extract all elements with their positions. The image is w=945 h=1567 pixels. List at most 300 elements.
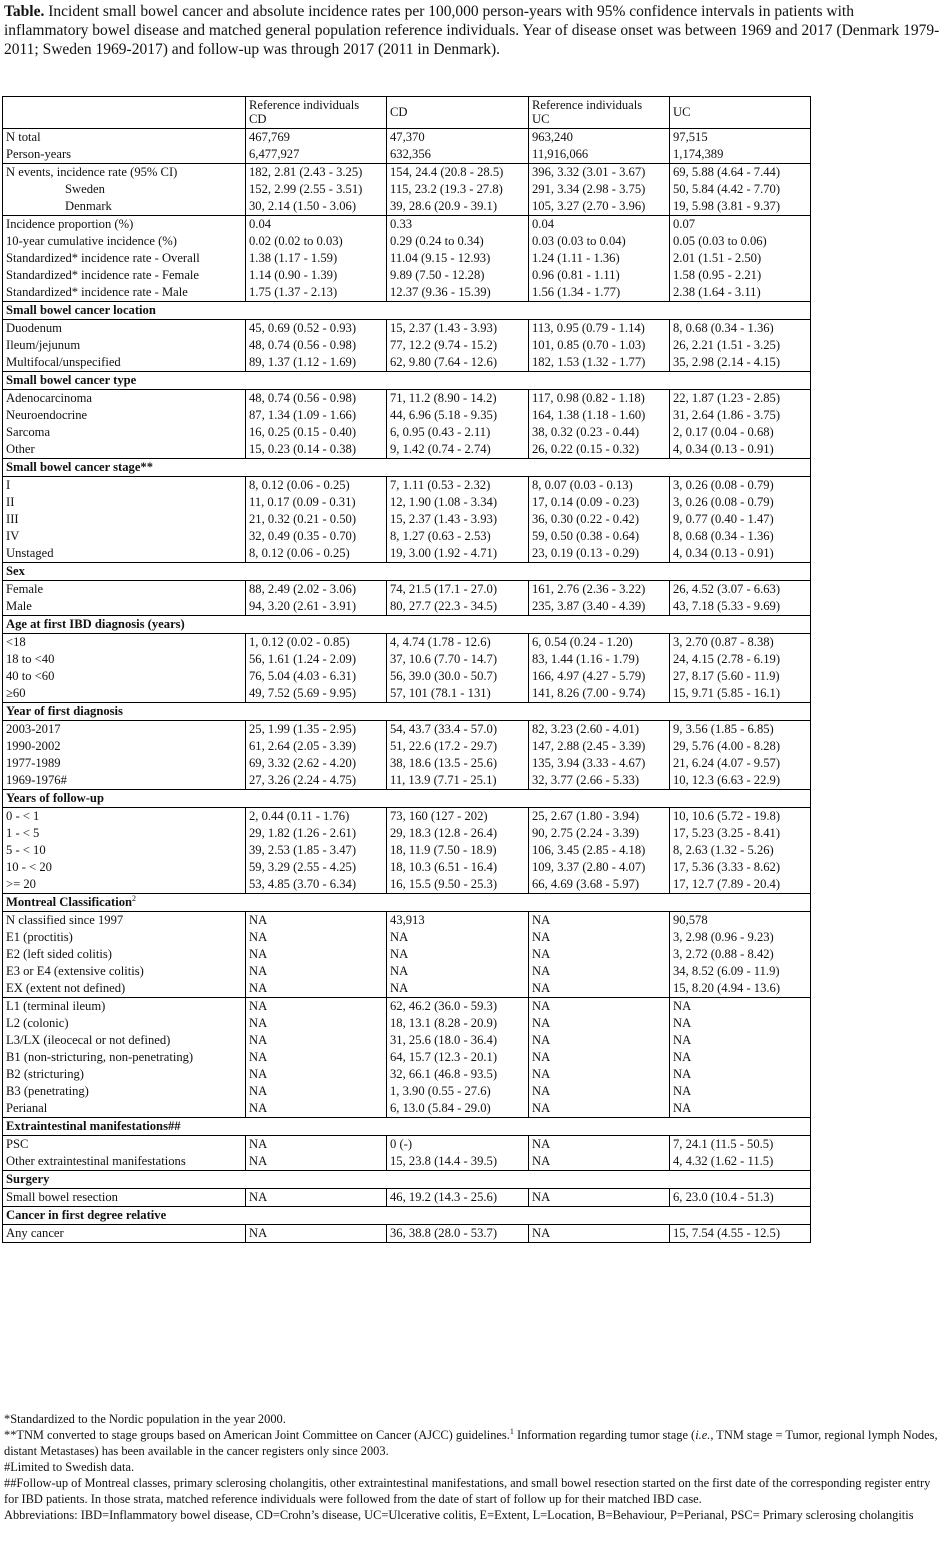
table-row bbox=[3, 337, 811, 354]
cd-cell: 4, 4.74 (1.78 - 12.6) bbox=[387, 634, 529, 652]
row-label: Neuroendocrine bbox=[3, 407, 246, 424]
ref-cd-cell: NA bbox=[246, 1049, 387, 1066]
ref-uc-cell: 90, 2.75 (2.24 - 3.39) bbox=[529, 825, 670, 842]
ref-uc-cell: 291, 3.34 (2.98 - 3.75) bbox=[529, 181, 670, 198]
table-row bbox=[3, 668, 811, 685]
header-label-cell bbox=[3, 97, 246, 129]
ref-cd-cell: 1, 0.12 (0.02 - 0.85) bbox=[246, 634, 387, 652]
row-label: E3 or E4 (extensive colitis) bbox=[3, 963, 246, 980]
cd-cell: 632,356 bbox=[387, 146, 529, 164]
section-title-ref: 2 bbox=[132, 893, 137, 903]
table-row bbox=[3, 1083, 811, 1100]
row-label: 10 - < 20 bbox=[3, 859, 246, 876]
uc-cell: 34, 8.52 (6.09 - 11.9) bbox=[670, 963, 811, 980]
uc-cell: 15, 8.20 (4.94 - 13.6) bbox=[670, 980, 811, 998]
section-title-cell bbox=[3, 1207, 811, 1225]
ref-uc-cell: 36, 0.30 (0.22 - 0.42) bbox=[529, 511, 670, 528]
cd-cell: 12, 1.90 (1.08 - 3.34) bbox=[387, 494, 529, 511]
row-label: 1 - < 5 bbox=[3, 825, 246, 842]
cd-cell: 62, 9.80 (7.64 - 12.6) bbox=[387, 354, 529, 372]
section-title-cell bbox=[3, 302, 811, 320]
section-header-row bbox=[3, 616, 811, 634]
ref-cd-cell: 30, 2.14 (1.50 - 3.06) bbox=[246, 198, 387, 216]
cd-cell: NA bbox=[387, 980, 529, 998]
row-label: Incidence proportion (%) bbox=[3, 216, 246, 234]
row-label: L2 (colonic) bbox=[3, 1015, 246, 1032]
uc-cell: 27, 8.17 (5.60 - 11.9) bbox=[670, 668, 811, 685]
table-row bbox=[3, 912, 811, 930]
uc-cell: NA bbox=[670, 1015, 811, 1032]
table-row bbox=[3, 545, 811, 563]
uc-cell: 7, 24.1 (11.5 - 50.5) bbox=[670, 1136, 811, 1154]
ref-uc-cell: NA bbox=[529, 963, 670, 980]
row-label: ≥60 bbox=[3, 685, 246, 703]
cd-cell: 12.37 (9.36 - 15.39) bbox=[387, 284, 529, 302]
table-row bbox=[3, 634, 811, 652]
uc-cell: 24, 4.15 (2.78 - 6.19) bbox=[670, 651, 811, 668]
ref-uc-cell: NA bbox=[529, 946, 670, 963]
row-label: N classified since 1997 bbox=[3, 912, 246, 930]
row-label: Any cancer bbox=[3, 1225, 246, 1243]
table-footnotes bbox=[4, 1411, 940, 1523]
row-label: Male bbox=[3, 598, 246, 616]
row-label: III bbox=[3, 511, 246, 528]
row-label: 1969-1976# bbox=[3, 772, 246, 790]
table-row bbox=[3, 1153, 811, 1171]
table-row bbox=[3, 998, 811, 1016]
ref-uc-cell: 141, 8.26 (7.00 - 9.74) bbox=[529, 685, 670, 703]
section-title-cell bbox=[3, 616, 811, 634]
cd-cell: 154, 24.4 (20.8 - 28.5) bbox=[387, 164, 529, 182]
table-row bbox=[3, 825, 811, 842]
table-row bbox=[3, 842, 811, 859]
cd-cell: 74, 21.5 (17.1 - 27.0) bbox=[387, 581, 529, 599]
row-label: 10-year cumulative incidence (%) bbox=[3, 233, 246, 250]
row-label: Standardized* incidence rate - Overall bbox=[3, 250, 246, 267]
uc-cell: 3, 0.26 (0.08 - 0.79) bbox=[670, 494, 811, 511]
row-label: EX (extent not defined) bbox=[3, 980, 246, 998]
row-label: IV bbox=[3, 528, 246, 545]
ref-uc-cell: 82, 3.23 (2.60 - 4.01) bbox=[529, 721, 670, 739]
section-title-cell bbox=[3, 894, 811, 912]
table-row bbox=[3, 233, 811, 250]
ref-cd-cell: 48, 0.74 (0.56 - 0.98) bbox=[246, 390, 387, 408]
section-header-row bbox=[3, 1171, 811, 1189]
row-label: Female bbox=[3, 581, 246, 599]
ref-uc-cell: 0.96 (0.81 - 1.11) bbox=[529, 267, 670, 284]
ref-uc-cell: NA bbox=[529, 1153, 670, 1171]
table-row bbox=[3, 284, 811, 302]
uc-cell: 31, 2.64 (1.86 - 3.75) bbox=[670, 407, 811, 424]
cd-cell: 39, 28.6 (20.9 - 39.1) bbox=[387, 198, 529, 216]
cd-cell: 18, 10.3 (6.51 - 16.4) bbox=[387, 859, 529, 876]
ref-cd-cell: 27, 3.26 (2.24 - 4.75) bbox=[246, 772, 387, 790]
row-label: Perianal bbox=[3, 1100, 246, 1118]
row-label: N total bbox=[3, 129, 246, 147]
ref-uc-cell: 166, 4.97 (4.27 - 5.79) bbox=[529, 668, 670, 685]
table-row bbox=[3, 963, 811, 980]
section-title: Small bowel cancer location bbox=[6, 303, 156, 317]
ref-uc-cell: 8, 0.07 (0.03 - 0.13) bbox=[529, 477, 670, 495]
row-label: II bbox=[3, 494, 246, 511]
uc-cell: 10, 12.3 (6.63 - 22.9) bbox=[670, 772, 811, 790]
ref-cd-cell: NA bbox=[246, 1153, 387, 1171]
cd-cell: 9.89 (7.50 - 12.28) bbox=[387, 267, 529, 284]
cd-cell: 71, 11.2 (8.90 - 14.2) bbox=[387, 390, 529, 408]
ref-cd-cell: 56, 1.61 (1.24 - 2.09) bbox=[246, 651, 387, 668]
uc-cell: 15, 7.54 (4.55 - 12.5) bbox=[670, 1225, 811, 1243]
table-row bbox=[3, 929, 811, 946]
header-ref-cd bbox=[246, 97, 387, 129]
uc-cell: 43, 7.18 (5.33 - 9.69) bbox=[670, 598, 811, 616]
ref-cd-cell: 59, 3.29 (2.55 - 4.25) bbox=[246, 859, 387, 876]
ref-cd-cell: 88, 2.49 (2.02 - 3.06) bbox=[246, 581, 387, 599]
section-header-row bbox=[3, 563, 811, 581]
ref-cd-cell: NA bbox=[246, 929, 387, 946]
section-header-row bbox=[3, 1207, 811, 1225]
cd-cell: 11, 13.9 (7.71 - 25.1) bbox=[387, 772, 529, 790]
section-header-row bbox=[3, 302, 811, 320]
section-title-cell bbox=[3, 790, 811, 808]
ref-uc-cell: 135, 3.94 (3.33 - 4.67) bbox=[529, 755, 670, 772]
section-title-cell bbox=[3, 1118, 811, 1136]
uc-cell: 17, 5.36 (3.33 - 8.62) bbox=[670, 859, 811, 876]
row-label: 5 - < 10 bbox=[3, 842, 246, 859]
footnote-followup: ##Follow-up of Montreal classes, primary sclerosing cholangitis, other extraintestinal manifestations, and small bowel resection started on the first date of the corresponding register entry for IBD patients. In those strata, matched reference individuals were followed from the date of start of follow up for their matched IBD case. bbox=[4, 1476, 931, 1506]
cd-cell: 16, 15.5 (9.50 - 25.3) bbox=[387, 876, 529, 894]
ref-uc-cell: NA bbox=[529, 929, 670, 946]
ref-uc-cell: 101, 0.85 (0.70 - 1.03) bbox=[529, 337, 670, 354]
uc-cell: 17, 5.23 (3.25 - 8.41) bbox=[670, 825, 811, 842]
ref-uc-cell: 182, 1.53 (1.32 - 1.77) bbox=[529, 354, 670, 372]
row-label: Small bowel resection bbox=[3, 1189, 246, 1207]
ref-uc-cell: NA bbox=[529, 1015, 670, 1032]
uc-cell: NA bbox=[670, 1066, 811, 1083]
ref-cd-cell: NA bbox=[246, 1100, 387, 1118]
uc-cell: NA bbox=[670, 1032, 811, 1049]
ref-uc-cell: NA bbox=[529, 1136, 670, 1154]
uc-cell: NA bbox=[670, 1083, 811, 1100]
section-title: Age at first IBD diagnosis (years) bbox=[6, 617, 185, 631]
header-ref-cd-line1: Reference individuals bbox=[249, 98, 360, 112]
ref-cd-cell: 48, 0.74 (0.56 - 0.98) bbox=[246, 337, 387, 354]
row-label: N events, incidence rate (95% CI) bbox=[3, 164, 246, 182]
row-label: 1990-2002 bbox=[3, 738, 246, 755]
uc-cell: 6, 23.0 (10.4 - 51.3) bbox=[670, 1189, 811, 1207]
table-row bbox=[3, 738, 811, 755]
uc-cell: 2.38 (1.64 - 3.11) bbox=[670, 284, 811, 302]
cd-cell: 37, 10.6 (7.70 - 14.7) bbox=[387, 651, 529, 668]
ref-uc-cell: 23, 0.19 (0.13 - 0.29) bbox=[529, 545, 670, 563]
uc-cell: 3, 0.26 (0.08 - 0.79) bbox=[670, 477, 811, 495]
section-header-row bbox=[3, 1118, 811, 1136]
ref-cd-cell: 61, 2.64 (2.05 - 3.39) bbox=[246, 738, 387, 755]
row-label: Other extraintestinal manifestations bbox=[3, 1153, 246, 1171]
ref-cd-cell: NA bbox=[246, 1032, 387, 1049]
footnote-tnm-text-c: , TNM stage = Tumor, regional lymph Nodes, distant Metastases) has been available in the cancer registers only since 2003. bbox=[4, 1428, 938, 1458]
uc-cell: 3, 2.70 (0.87 - 8.38) bbox=[670, 634, 811, 652]
ref-uc-cell: 11,916,066 bbox=[529, 146, 670, 164]
uc-cell: 26, 2.21 (1.51 - 3.25) bbox=[670, 337, 811, 354]
footnote-tnm-ie: i.e. bbox=[695, 1428, 711, 1442]
table-row bbox=[3, 528, 811, 545]
cd-cell: 73, 160 (127 - 202) bbox=[387, 808, 529, 826]
ref-cd-cell: 25, 1.99 (1.35 - 2.95) bbox=[246, 721, 387, 739]
section-title-cell bbox=[3, 1171, 811, 1189]
ref-cd-cell: 8, 0.12 (0.06 - 0.25) bbox=[246, 477, 387, 495]
uc-cell: 4, 0.34 (0.13 - 0.91) bbox=[670, 441, 811, 459]
row-label: 0 - < 1 bbox=[3, 808, 246, 826]
ref-cd-cell: 87, 1.34 (1.09 - 1.66) bbox=[246, 407, 387, 424]
ref-uc-cell: 147, 2.88 (2.45 - 3.39) bbox=[529, 738, 670, 755]
uc-cell: 26, 4.52 (3.07 - 6.63) bbox=[670, 581, 811, 599]
cd-cell: 0.33 bbox=[387, 216, 529, 234]
ref-uc-cell: NA bbox=[529, 1083, 670, 1100]
ref-uc-cell: 59, 0.50 (0.38 - 0.64) bbox=[529, 528, 670, 545]
ref-cd-cell: 11, 0.17 (0.09 - 0.31) bbox=[246, 494, 387, 511]
ref-cd-cell: 1.14 (0.90 - 1.39) bbox=[246, 267, 387, 284]
section-title: Sex bbox=[6, 564, 25, 578]
row-label: Duodenum bbox=[3, 320, 246, 338]
ref-cd-cell: NA bbox=[246, 1136, 387, 1154]
table-row bbox=[3, 721, 811, 739]
footnote-tnm bbox=[4, 1427, 940, 1459]
uc-cell: NA bbox=[670, 1049, 811, 1066]
row-label: <18 bbox=[3, 634, 246, 652]
cd-cell: NA bbox=[387, 963, 529, 980]
ref-uc-cell: 32, 3.77 (2.66 - 5.33) bbox=[529, 772, 670, 790]
uc-cell: NA bbox=[670, 998, 811, 1016]
ref-uc-cell: 161, 2.76 (2.36 - 3.22) bbox=[529, 581, 670, 599]
ref-uc-cell: NA bbox=[529, 980, 670, 998]
row-label: B2 (stricturing) bbox=[3, 1066, 246, 1083]
section-title: Extraintestinal manifestations## bbox=[6, 1119, 181, 1133]
cd-cell: 29, 18.3 (12.8 - 26.4) bbox=[387, 825, 529, 842]
cd-cell: 77, 12.2 (9.74 - 15.2) bbox=[387, 337, 529, 354]
cd-cell: 1, 3.90 (0.55 - 27.6) bbox=[387, 1083, 529, 1100]
row-label: 1977-1989 bbox=[3, 755, 246, 772]
table-header-row bbox=[3, 97, 811, 129]
cd-cell: 38, 18.6 (13.5 - 25.6) bbox=[387, 755, 529, 772]
ref-cd-cell: NA bbox=[246, 1083, 387, 1100]
table-row bbox=[3, 181, 811, 198]
ref-uc-cell: 105, 3.27 (2.70 - 3.96) bbox=[529, 198, 670, 216]
ref-uc-cell: 1.24 (1.11 - 1.36) bbox=[529, 250, 670, 267]
ref-cd-cell: NA bbox=[246, 998, 387, 1016]
cd-cell: 80, 27.7 (22.3 - 34.5) bbox=[387, 598, 529, 616]
table-row bbox=[3, 129, 811, 147]
row-label: 18 to <40 bbox=[3, 651, 246, 668]
row-label: Sweden bbox=[3, 181, 246, 198]
ref-uc-cell: 396, 3.32 (3.01 - 3.67) bbox=[529, 164, 670, 182]
section-title-cell bbox=[3, 563, 811, 581]
table-row bbox=[3, 772, 811, 790]
table-row bbox=[3, 808, 811, 826]
row-label: PSC bbox=[3, 1136, 246, 1154]
ref-uc-cell: 235, 3.87 (3.40 - 4.39) bbox=[529, 598, 670, 616]
footnote-tnm-text-a: **TNM converted to stage groups based on American Joint Committee on Cancer (AJCC) guidelines. bbox=[4, 1428, 510, 1442]
section-title-cell bbox=[3, 703, 811, 721]
row-label: Person-years bbox=[3, 146, 246, 164]
section-header-row bbox=[3, 790, 811, 808]
table-row bbox=[3, 1225, 811, 1243]
section-header-row bbox=[3, 459, 811, 477]
header-ref-cd-line2: CD bbox=[249, 112, 267, 126]
ref-cd-cell: NA bbox=[246, 1015, 387, 1032]
uc-cell: 3, 2.72 (0.88 - 8.42) bbox=[670, 946, 811, 963]
cd-cell: 115, 23.2 (19.3 - 27.8) bbox=[387, 181, 529, 198]
cd-cell: 7, 1.11 (0.53 - 2.32) bbox=[387, 477, 529, 495]
ref-cd-cell: 69, 3.32 (2.62 - 4.20) bbox=[246, 755, 387, 772]
table-row bbox=[3, 407, 811, 424]
caption-lead: Table. bbox=[4, 3, 45, 20]
uc-cell: 0.05 (0.03 to 0.06) bbox=[670, 233, 811, 250]
ref-uc-cell: 0.03 (0.03 to 0.04) bbox=[529, 233, 670, 250]
table-row bbox=[3, 946, 811, 963]
row-label: >= 20 bbox=[3, 876, 246, 894]
uc-cell: 8, 2.63 (1.32 - 5.26) bbox=[670, 842, 811, 859]
table-row bbox=[3, 198, 811, 216]
table-row bbox=[3, 477, 811, 495]
ref-cd-cell: 0.02 (0.02 to 0.03) bbox=[246, 233, 387, 250]
row-label: B1 (non-stricturing, non-penetrating) bbox=[3, 1049, 246, 1066]
uc-cell: 1,174,389 bbox=[670, 146, 811, 164]
uc-cell: 35, 2.98 (2.14 - 4.15) bbox=[670, 354, 811, 372]
uc-cell: 2.01 (1.51 - 2.50) bbox=[670, 250, 811, 267]
ref-uc-cell: 117, 0.98 (0.82 - 1.18) bbox=[529, 390, 670, 408]
uc-cell: 17, 12.7 (7.89 - 20.4) bbox=[670, 876, 811, 894]
ref-cd-cell: NA bbox=[246, 1189, 387, 1207]
uc-cell: 15, 9.71 (5.85 - 16.1) bbox=[670, 685, 811, 703]
uc-cell: 21, 6.24 (4.07 - 9.57) bbox=[670, 755, 811, 772]
ref-uc-cell: 38, 0.32 (0.23 - 0.44) bbox=[529, 424, 670, 441]
table-row bbox=[3, 1032, 811, 1049]
section-title: Surgery bbox=[6, 1172, 50, 1186]
ref-cd-cell: 94, 3.20 (2.61 - 3.91) bbox=[246, 598, 387, 616]
ref-uc-cell: 109, 3.37 (2.80 - 4.07) bbox=[529, 859, 670, 876]
table-row bbox=[3, 441, 811, 459]
table-row bbox=[3, 354, 811, 372]
ref-cd-cell: 21, 0.32 (0.21 - 0.50) bbox=[246, 511, 387, 528]
uc-cell: 19, 5.98 (3.81 - 9.37) bbox=[670, 198, 811, 216]
table-row bbox=[3, 267, 811, 284]
header-ref-uc-line2: UC bbox=[532, 112, 550, 126]
table-row bbox=[3, 598, 811, 616]
section-title-cell bbox=[3, 459, 811, 477]
section-header-row bbox=[3, 372, 811, 390]
uc-cell: 4, 0.34 (0.13 - 0.91) bbox=[670, 545, 811, 563]
table-row bbox=[3, 424, 811, 441]
ref-uc-cell: 83, 1.44 (1.16 - 1.79) bbox=[529, 651, 670, 668]
table-row bbox=[3, 685, 811, 703]
table-row bbox=[3, 216, 811, 234]
cd-cell: 8, 1.27 (0.63 - 2.53) bbox=[387, 528, 529, 545]
ref-cd-cell: NA bbox=[246, 963, 387, 980]
ref-cd-cell: NA bbox=[246, 946, 387, 963]
cd-cell: 51, 22.6 (17.2 - 29.7) bbox=[387, 738, 529, 755]
table-row bbox=[3, 494, 811, 511]
ref-uc-cell: NA bbox=[529, 1225, 670, 1243]
table-row bbox=[3, 1049, 811, 1066]
ref-cd-cell: 182, 2.81 (2.43 - 3.25) bbox=[246, 164, 387, 182]
ref-cd-cell: 45, 0.69 (0.52 - 0.93) bbox=[246, 320, 387, 338]
section-header-row bbox=[3, 894, 811, 912]
ref-uc-cell: NA bbox=[529, 1066, 670, 1083]
cd-cell: 15, 2.37 (1.43 - 3.93) bbox=[387, 511, 529, 528]
ref-cd-cell: 2, 0.44 (0.11 - 1.76) bbox=[246, 808, 387, 826]
uc-cell: 29, 5.76 (4.00 - 8.28) bbox=[670, 738, 811, 755]
uc-cell: 1.58 (0.95 - 2.21) bbox=[670, 267, 811, 284]
ref-uc-cell: 963,240 bbox=[529, 129, 670, 147]
uc-cell: 4, 4.32 (1.62 - 11.5) bbox=[670, 1153, 811, 1171]
footnote-swedish: #Limited to Swedish data. bbox=[4, 1460, 135, 1474]
results-table bbox=[2, 96, 811, 1243]
footnote-tnm-text-b: Information regarding tumor stage ( bbox=[513, 1428, 696, 1442]
ref-cd-cell: 49, 7.52 (5.69 - 9.95) bbox=[246, 685, 387, 703]
cd-cell: 18, 11.9 (7.50 - 18.9) bbox=[387, 842, 529, 859]
section-title-cell bbox=[3, 372, 811, 390]
section-title: Small bowel cancer type bbox=[6, 373, 137, 387]
table-row bbox=[3, 1066, 811, 1083]
cd-cell: 11.04 (9.15 - 12.93) bbox=[387, 250, 529, 267]
footnote-abbreviations: Abbreviations: IBD=Inflammatory bowel disease, CD=Crohn’s disease, UC=Ulcerative colitis, E=Extent, L=Location, B=Behaviour, P=Perianal, PSC= Primary sclerosing cholangitis bbox=[4, 1508, 914, 1522]
cd-cell: 46, 19.2 (14.3 - 25.6) bbox=[387, 1189, 529, 1207]
table-row bbox=[3, 651, 811, 668]
ref-uc-cell: NA bbox=[529, 1049, 670, 1066]
row-label: E2 (left sided colitis) bbox=[3, 946, 246, 963]
cd-cell: 54, 43.7 (33.4 - 57.0) bbox=[387, 721, 529, 739]
section-title: Years of follow-up bbox=[6, 791, 104, 805]
cd-cell: 56, 39.0 (30.0 - 50.7) bbox=[387, 668, 529, 685]
ref-uc-cell: NA bbox=[529, 1189, 670, 1207]
cd-cell: NA bbox=[387, 946, 529, 963]
ref-uc-cell: 25, 2.67 (1.80 - 3.94) bbox=[529, 808, 670, 826]
uc-cell: 97,515 bbox=[670, 129, 811, 147]
header-cd: CD bbox=[387, 97, 529, 129]
table-row bbox=[3, 1136, 811, 1154]
ref-cd-cell: 6,477,927 bbox=[246, 146, 387, 164]
table-row bbox=[3, 164, 811, 182]
ref-cd-cell: NA bbox=[246, 1066, 387, 1083]
cd-cell: 31, 25.6 (18.0 - 36.4) bbox=[387, 1032, 529, 1049]
ref-uc-cell: 6, 0.54 (0.24 - 1.20) bbox=[529, 634, 670, 652]
table-row bbox=[3, 320, 811, 338]
row-label: Denmark bbox=[3, 198, 246, 216]
table-row bbox=[3, 859, 811, 876]
row-label: Other bbox=[3, 441, 246, 459]
uc-cell: 8, 0.68 (0.34 - 1.36) bbox=[670, 320, 811, 338]
table-row bbox=[3, 390, 811, 408]
cd-cell: 9, 1.42 (0.74 - 2.74) bbox=[387, 441, 529, 459]
row-label: B3 (penetrating) bbox=[3, 1083, 246, 1100]
table-row bbox=[3, 1100, 811, 1118]
cd-cell: 62, 46.2 (36.0 - 59.3) bbox=[387, 998, 529, 1016]
ref-uc-cell: 66, 4.69 (3.68 - 5.97) bbox=[529, 876, 670, 894]
ref-cd-cell: 152, 2.99 (2.55 - 3.51) bbox=[246, 181, 387, 198]
section-header-row bbox=[3, 703, 811, 721]
table-row bbox=[3, 1015, 811, 1032]
cd-cell: 32, 66.1 (46.8 - 93.5) bbox=[387, 1066, 529, 1083]
ref-cd-cell: 467,769 bbox=[246, 129, 387, 147]
uc-cell: 90,578 bbox=[670, 912, 811, 930]
section-title: Small bowel cancer stage** bbox=[6, 460, 154, 474]
table-row bbox=[3, 876, 811, 894]
ref-cd-cell: 76, 5.04 (4.03 - 6.31) bbox=[246, 668, 387, 685]
ref-cd-cell: 16, 0.25 (0.15 - 0.40) bbox=[246, 424, 387, 441]
uc-cell: 9, 0.77 (0.40 - 1.47) bbox=[670, 511, 811, 528]
uc-cell: 0.07 bbox=[670, 216, 811, 234]
cd-cell: 18, 13.1 (8.28 - 20.9) bbox=[387, 1015, 529, 1032]
